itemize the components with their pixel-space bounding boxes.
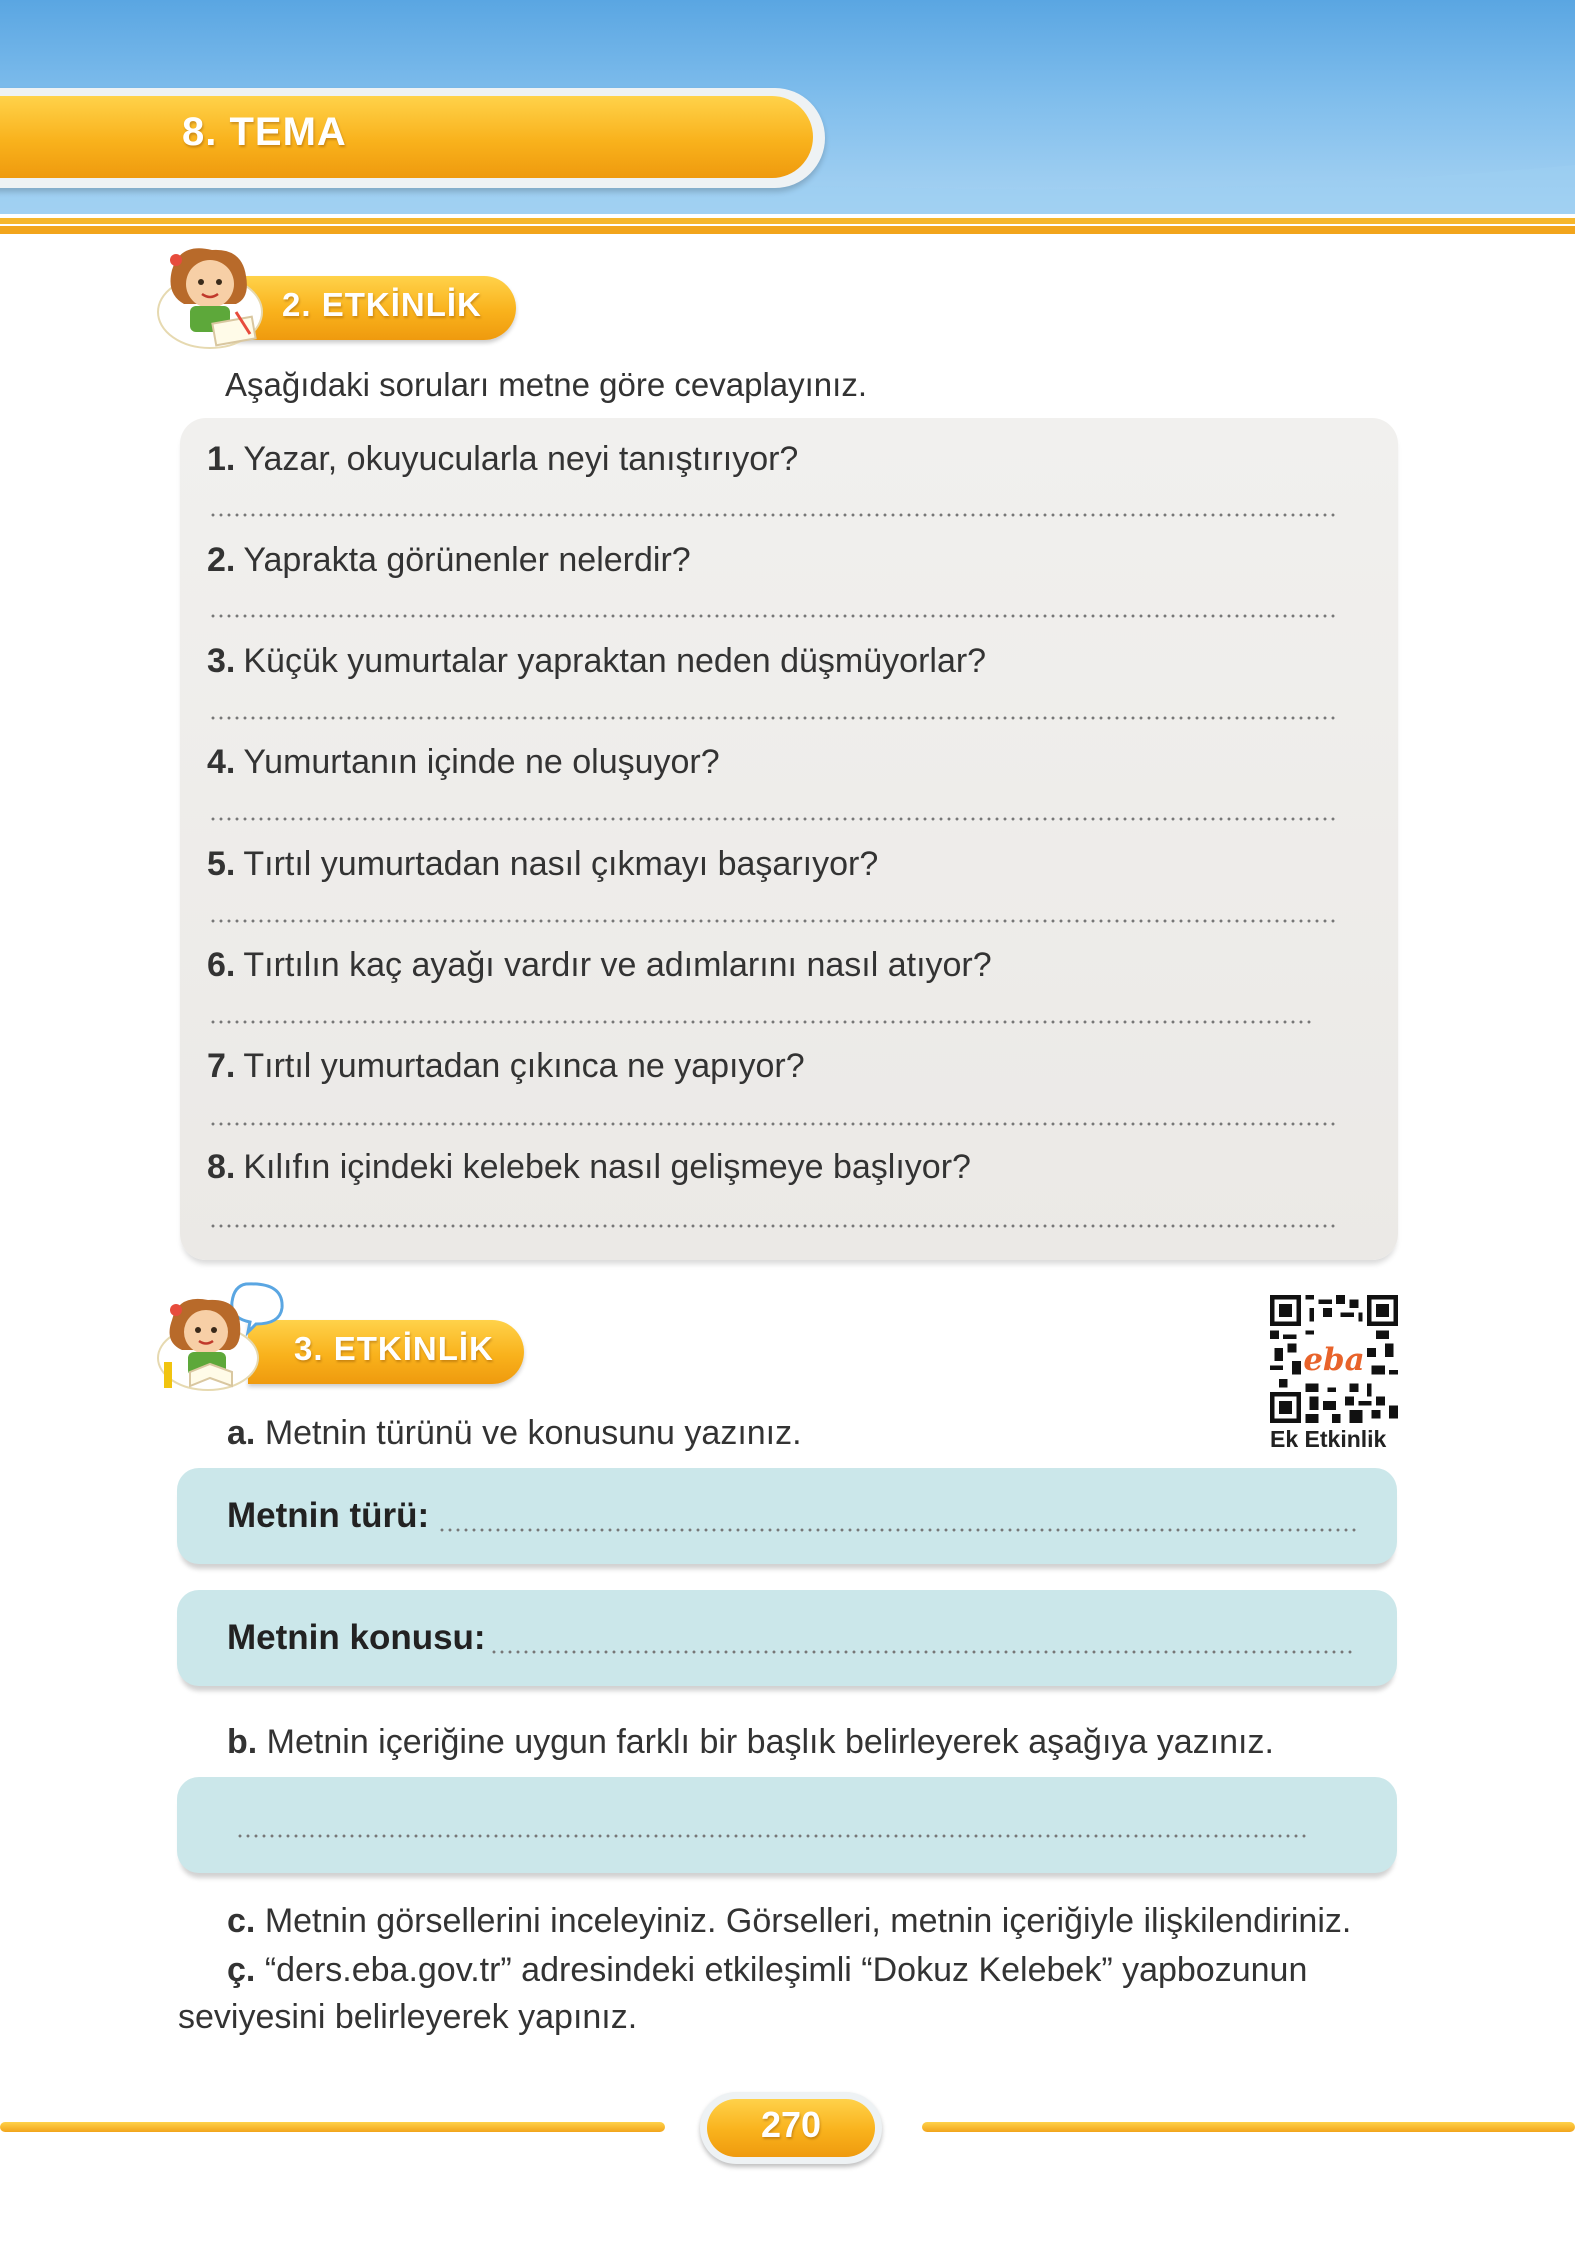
question-text: Yazar, okuyucularla neyi tanıştırıyor?	[243, 440, 799, 478]
question-number: 2.	[207, 541, 236, 579]
question-number: 3.	[207, 642, 236, 680]
item-b-letter: b.	[227, 1723, 258, 1761]
question-2	[207, 541, 691, 580]
item-c	[227, 1902, 1351, 1941]
question-number: 8.	[207, 1148, 236, 1186]
question-6	[207, 946, 992, 985]
answer-line-2[interactable]	[209, 614, 1335, 618]
text-type-answer-line[interactable]	[438, 1528, 1356, 1532]
item-cc	[227, 1951, 1307, 1990]
answer-line-1[interactable]	[209, 513, 1335, 517]
new-title-answer-line[interactable]	[236, 1834, 1308, 1838]
item-b	[227, 1723, 1274, 1762]
item-a-text: Metnin türünü ve konusunu yazınız.	[264, 1414, 802, 1452]
item-cc-text-line2: seviyesini belirleyerek yapınız.	[178, 1998, 638, 2036]
theme-title: 8. TEMA	[182, 110, 347, 154]
question-number: 4.	[207, 743, 236, 781]
footer-line-left	[0, 2122, 665, 2132]
activity-3-title: 3. ETKİNLİK	[294, 1330, 494, 1367]
item-c-letter: c.	[227, 1902, 256, 1940]
answer-line-8[interactable]	[209, 1224, 1335, 1228]
item-cc-text-line1: “ders.eba.gov.tr” adresindeki etkileşimli “Dokuz Kelebek” yapbozunun	[264, 1951, 1308, 1989]
question-5	[207, 845, 878, 884]
question-number: 1.	[207, 440, 236, 478]
item-a-letter: a.	[227, 1414, 256, 1452]
answer-line-6[interactable]	[209, 1020, 1313, 1024]
question-number: 6.	[207, 946, 236, 984]
item-b-text: Metnin içeriğine uygun farklı bir başlık belirleyerek aşağıya yazınız.	[266, 1723, 1274, 1761]
question-text: Küçük yumurtalar yapraktan neden düşmüyorlar?	[243, 642, 987, 680]
question-text: Tırtıl yumurtadan nasıl çıkmayı başarıyor?	[243, 845, 879, 883]
question-8	[207, 1148, 971, 1187]
activity-2-title: 2. ETKİNLİK	[282, 286, 482, 323]
question-7	[207, 1047, 805, 1086]
question-number: 7.	[207, 1047, 236, 1085]
question-text: Yumurtanın içinde ne oluşuyor?	[243, 743, 720, 781]
answer-line-7[interactable]	[209, 1122, 1335, 1126]
question-number: 5.	[207, 845, 236, 883]
eba-logo-icon: eba	[1303, 1342, 1365, 1379]
answer-line-3[interactable]	[209, 716, 1335, 720]
answer-line-4[interactable]	[209, 817, 1335, 821]
theme-tab	[0, 88, 825, 188]
footer-line-right	[922, 2122, 1575, 2132]
text-topic-answer-line[interactable]	[490, 1650, 1356, 1654]
question-text: Tırtıl yumurtadan çıkınca ne yapıyor?	[243, 1047, 805, 1085]
question-4	[207, 743, 720, 782]
answer-line-5[interactable]	[209, 919, 1335, 923]
girl-writing-mascot-icon	[150, 242, 270, 352]
text-topic-label: Metnin konusu:	[227, 1618, 486, 1657]
item-c-text: Metnin görsellerini inceleyiniz. Görselleri, metnin içeriğiyle ilişkilendiriniz.	[264, 1902, 1352, 1940]
question-1	[207, 440, 798, 479]
page-number: 270	[760, 2104, 822, 2145]
header-stripe	[0, 214, 1575, 234]
new-title-box	[177, 1777, 1397, 1873]
activity-2-instruction: Aşağıdaki soruları metne göre cevaplayınız.	[225, 366, 868, 403]
question-text: Yaprakta görünenler nelerdir?	[243, 541, 691, 579]
question-3	[207, 642, 986, 681]
question-text: Tırtılın kaç ayağı vardır ve adımlarını nasıl atıyor?	[243, 946, 992, 984]
text-type-label: Metnin türü:	[227, 1496, 430, 1535]
question-text: Kılıfın içindeki kelebek nasıl gelişmeye başlıyor?	[243, 1148, 971, 1186]
item-a	[227, 1414, 802, 1453]
item-cc-letter: ç.	[227, 1951, 256, 1989]
girl-reading-mascot-icon	[150, 1280, 290, 1395]
qr-code-icon[interactable]	[1270, 1295, 1398, 1423]
qr-caption: Ek Etkinlik	[1270, 1426, 1387, 1452]
